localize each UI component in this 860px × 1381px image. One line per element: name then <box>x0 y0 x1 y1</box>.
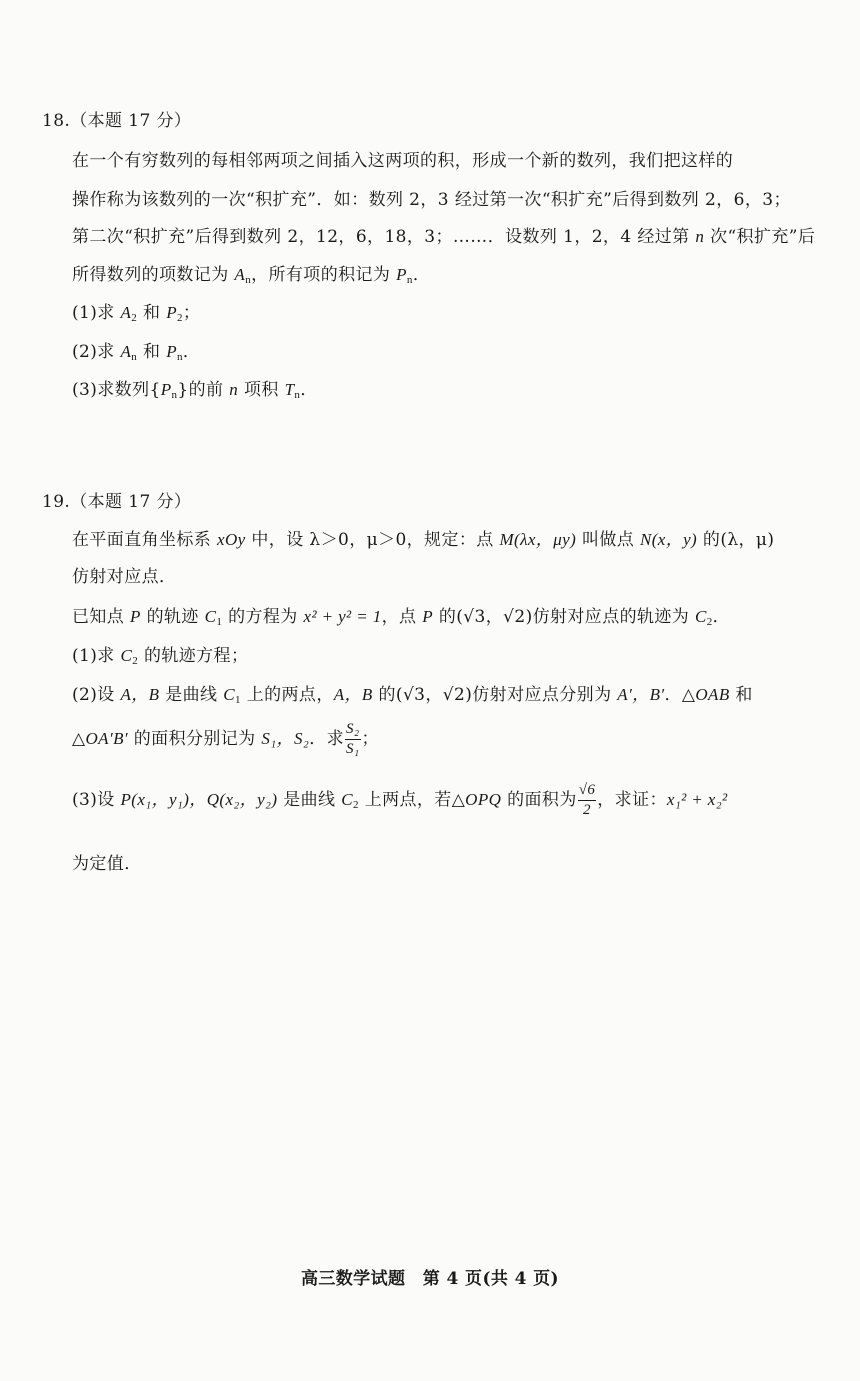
math-Pn: $P_n$ <box>166 342 183 363</box>
text: ．求 <box>309 729 345 749</box>
text: 和 <box>137 342 167 362</box>
text: 第二次“积扩充”后得到数列 2，12，6，18，3；……．设数列 1，2，4 经过第 <box>72 227 696 247</box>
math-sum-squares: x₁² + x₂² <box>666 790 728 809</box>
problem-19-question-3 <box>72 783 728 818</box>
text: 上两点，若△ <box>358 790 466 810</box>
math-OPQ: OPQ <box>465 790 502 809</box>
text: 次“积扩充”后 <box>704 227 816 247</box>
math-C1: $C_1$ <box>204 607 223 628</box>
text: (2)求 <box>72 342 121 362</box>
math-Pn: $P_n$ <box>396 265 413 286</box>
text: 项积 <box>238 380 285 400</box>
math-n: n <box>695 227 705 246</box>
problem-18-title: 18.（本题 17 分） <box>42 111 192 131</box>
problem-18-question-2 <box>72 337 200 363</box>
math-S1S2: S₁，S₂ <box>261 729 310 748</box>
math-n: n <box>229 380 239 399</box>
text: 和 <box>137 303 167 323</box>
text: 的面积为 <box>501 790 577 810</box>
text: 上的两点， <box>240 685 334 705</box>
text: (1)求 <box>72 646 121 666</box>
problem-19-line-5 <box>72 722 379 757</box>
problem-19-title: 19.（本题 17 分） <box>42 492 192 512</box>
problem-19-line-2: 仿射对应点． <box>72 567 177 587</box>
text: 中，设 λ＞0，μ＞0，规定：点 <box>245 530 500 550</box>
math-AB: A，B <box>120 685 160 704</box>
text: ，点 <box>381 607 423 627</box>
text: (1)求 <box>72 303 121 323</box>
math-equation: x² + y² = 1 <box>303 607 382 626</box>
math-xOy: xOy <box>217 530 246 549</box>
text: △ <box>72 729 86 749</box>
problem-18-line-1: 在一个有穷数列的每相邻两项之间插入这两项的积，形成一个新的数列，我们把这样的 <box>72 151 734 171</box>
text: 已知点 <box>72 607 131 627</box>
fraction-S2-over-S1: $\frac{\text{S₂}}{\text{S₁}}$ <box>346 721 360 757</box>
text: ． <box>182 342 201 362</box>
problem-18-question-1 <box>72 298 200 324</box>
text: (3)求数列{ <box>72 380 161 400</box>
math-PQ: P(x₁，y₁)，Q(x₂，y₂) <box>120 790 278 809</box>
problem-18-line-4 <box>72 260 430 286</box>
text: 的面积分别记为 <box>127 729 262 749</box>
text: 在平面直角坐标系 <box>72 530 218 550</box>
problem-18-question-3 <box>72 375 318 401</box>
text: ，求证： <box>597 790 667 810</box>
math-An: $A_n$ <box>120 342 138 363</box>
math-P: P <box>422 607 434 626</box>
math-An: $A_n$ <box>234 265 252 286</box>
problem-19-question-2 <box>72 680 753 706</box>
math-Tn: $T_n$ <box>284 380 301 401</box>
problem-19-line-7: 为定值． <box>72 854 142 874</box>
text: (2)设 <box>72 685 121 705</box>
text: 叫做点 <box>576 530 640 550</box>
text: ； <box>182 303 201 323</box>
math-P2: $P_2$ <box>166 303 183 324</box>
page-footer: 高三数学试题 第 4 页(共 4 页) <box>300 1269 560 1289</box>
text: 的(√3，√2)仿射对应点分别为 <box>372 685 618 705</box>
text: 的轨迹方程； <box>138 646 249 666</box>
text: 的轨迹 <box>140 607 205 627</box>
math-C2: $C_2$ <box>341 790 359 811</box>
problem-18-line-2: 操作称为该数列的一次“积扩充”．如：数列 2，3 经过第一次“积扩充”后得到数列 2，6，3； <box>72 190 791 210</box>
problem-19-line-3 <box>72 602 730 628</box>
math-C1: $C_1$ <box>223 685 241 706</box>
math-point-M: M(λx，μy) <box>499 530 577 549</box>
math-C2: $C_2$ <box>695 607 713 628</box>
fraction-sqrt6-over-2: $\frac{√6}{2}$ <box>578 782 596 818</box>
text: ； <box>361 729 379 749</box>
math-Pn: $P_n$ <box>160 380 178 401</box>
text: 所得数列的项数记为 <box>72 265 235 285</box>
math-AB: A，B <box>333 685 373 704</box>
text: }的前 <box>177 380 230 400</box>
text: ． <box>412 265 431 285</box>
text: ．△ <box>664 685 696 705</box>
text: 的(λ，μ) <box>697 530 775 550</box>
math-P: P <box>130 607 141 626</box>
math-A2: $A_2$ <box>120 303 138 324</box>
text: 是曲线 <box>159 685 224 705</box>
problem-19-question-1 <box>72 641 248 667</box>
text: (3)设 <box>72 790 121 810</box>
text: 是曲线 <box>277 790 342 810</box>
math-OAB: OAB <box>695 685 730 704</box>
text: ． <box>712 607 731 627</box>
text: ． <box>300 380 318 400</box>
text: ，所有项的积记为 <box>251 265 397 285</box>
text: 的(√3，√2)仿射对应点的轨迹为 <box>433 607 696 627</box>
text: 和 <box>729 685 753 705</box>
math-point-N: N(x，y) <box>639 530 698 549</box>
math-ApBp: A′，B′ <box>617 685 665 704</box>
problem-18-line-3 <box>72 222 815 247</box>
problem-19-line-1 <box>72 525 774 550</box>
text: 的方程为 <box>222 607 304 627</box>
math-C2: $C_2$ <box>120 646 139 667</box>
math-OApBp: OA′B′ <box>85 729 128 748</box>
